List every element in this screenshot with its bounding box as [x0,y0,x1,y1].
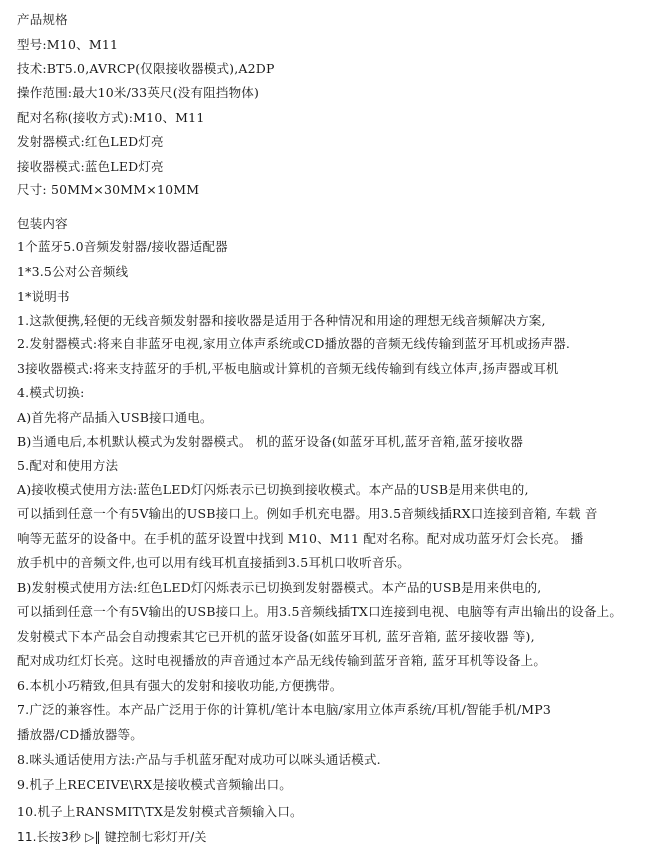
instruction-line: 11.长按3秒 ▷‖ 键控制七彩灯开/关 [17,830,207,844]
instruction-line: 配对成功红灯长亮。这时电视播放的声音通过本产品无线传输到蓝牙音箱, 蓝牙耳机等设备上。 [17,653,547,668]
instruction-line: 1.这款便携,轻便的无线音频发射器和接收器是适用于各种情况和用途的理想无线音频解决方案, [17,313,546,328]
instruction-line: 响等无蓝牙的设备中。在手机的蓝牙设置中找到 M10、M11 配对名称。配对成功蓝牙灯会长亮。 播 [17,531,584,546]
instruction-line: B)发射模式使用方法:红色LED灯闪烁表示已切换到发射器模式。本产品的USB是用来供电的, [17,580,542,595]
package-heading: 包装内容 [17,216,68,231]
instruction-line: 9.机子上RECEIVE\RX是接收模式音频输出口。 [17,777,292,792]
package-item: 1个蓝牙5.0音频发射器/接收器适配器 [17,239,228,254]
instruction-line: 8.咪头通话使用方法:产品与手机蓝牙配对成功可以咪头通话模式. [17,752,381,767]
instruction-line: 播放器/CD播放器等。 [17,727,143,742]
instruction-line: 发射模式下本产品会自动搜索其它已开机的蓝牙设备(如蓝牙耳机, 蓝牙音箱, 蓝牙接收器 等), [17,629,535,644]
spec-tech: 技术:BT5.0,AVRCP(仅限接收器模式),A2DP [17,61,275,76]
package-item: 1*3.5公对公音频线 [17,264,129,279]
instruction-line: 7.广泛的兼容性。本产品广泛用于你的计算机/笔计本电脑/家用立体声系统/耳机/智能手机/MP3 [17,702,552,717]
spec-pair-name: 配对名称(接收方式):M10、M11 [17,110,205,125]
instruction-line: 4.模式切换: [17,385,85,400]
spec-size: 尺寸: 50MM×30MM×10MM [17,182,200,197]
spec-heading: 产品规格 [17,12,68,27]
instruction-line: 5.配对和使用方法 [17,458,119,473]
spec-range: 操作范围:最大10米/33英尺(没有阻挡物体) [17,85,260,100]
instruction-line: 6.本机小巧精致,但具有强大的发射和接收功能,方便携带。 [17,678,343,693]
spec-tx-mode: 发射器模式:红色LED灯亮 [17,134,164,149]
instruction-line: A)首先将产品插入USB接口通电。 [17,410,213,425]
instruction-line: 3接收器模式:将来支持蓝牙的手机,平板电脑或计算机的音频无线传输到有线立体声,扬声器或耳机 [17,361,559,376]
spec-model: 型号:M10、M11 [17,37,119,52]
package-item: 1*说明书 [17,289,70,304]
instruction-line: A)接收模式使用方法:蓝色LED灯闪烁表示已切换到接收模式。本产品的USB是用来供电的, [17,482,529,497]
instruction-line: B)当通电后,本机默认模式为发射器模式。 机的蓝牙设备(如蓝牙耳机,蓝牙音箱,蓝牙接收器 [17,434,524,449]
instruction-line: 放手机中的音频文件,也可以用有线耳机直接插到3.5耳机口收听音乐。 [17,555,410,570]
instruction-line: 可以插到任意一个有5V输出的USB接口上。用3.5音频线插TX口连接到电视、电脑等有声出输出的设备上。 [17,604,623,619]
instruction-line: 可以插到任意一个有5V输出的USB接口上。例如手机充电器。用3.5音频线插RX口连接到音箱, 车载 音 [17,506,598,521]
instruction-line: 10.机子上RANSMIT\TX是发射模式音频输入口。 [17,804,303,819]
spec-rx-mode: 接收器模式:蓝色LED灯亮 [17,159,164,174]
instruction-line: 2.发射器模式:将来自非蓝牙电视,家用立体声系统或CD播放器的音频无线传输到蓝牙耳机或扬声器. [17,336,571,351]
